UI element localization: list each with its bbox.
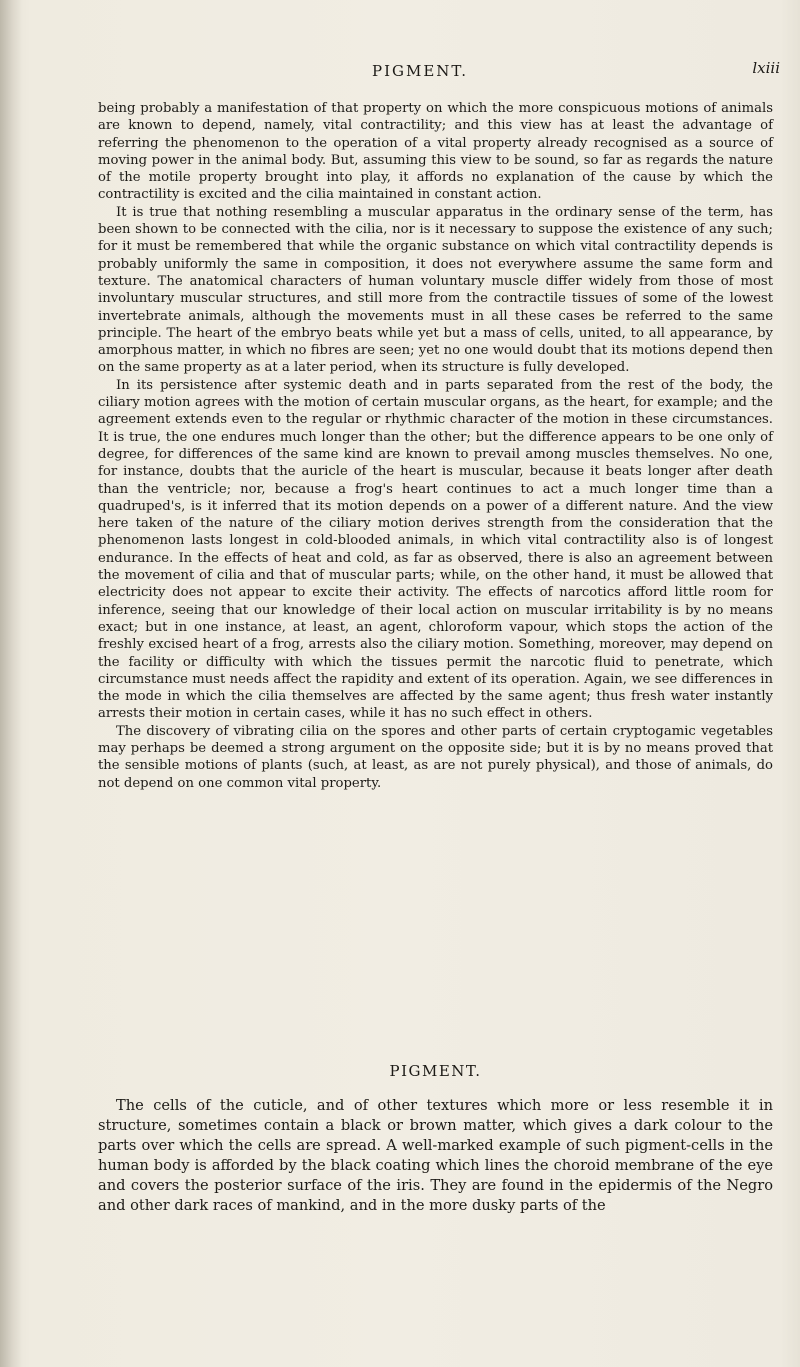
paragraph: The cells of the cuticle, and of other textures which more or less resemble it in structure, sometimes contain a black or brown matter, which gives a dark colour to the parts over which the cells are spread. A well-marked example of such pigment-cells in the human body is afforded by the black coating which lines the choroid membrane of the eye and covers the posterior surface of the iris. They are found in the epidermis of the Negro and other dark races of mankind, and in the more dusky parts of the bbox=[98, 1097, 773, 1214]
paragraph: being probably a manifestation of that property on which the more conspicuous motions of animals are known to depend, namely, vital contractility; and this view has at least the advantage of referring the phenomenon to the operation of a vital property already recognised as a source of moving power in the animal body. But, assuming this view to be sound, so far as regards the nature of the motile property brought into play, it affords no explanation of the cause by which the contractility is excited and the cilia maintained in constant action. bbox=[98, 101, 773, 203]
page-number: lxiii bbox=[752, 59, 780, 77]
running-title: PIGMENT. bbox=[371, 62, 468, 80]
body-text bbox=[98, 100, 773, 792]
section-heading: PIGMENT. bbox=[389, 1062, 482, 1080]
paragraph: It is true that nothing resembling a muscular apparatus in the ordinary sense of the term, has been shown to be connected with the cilia, nor is it necessary to suppose the existence of any such; for it must be remembered that while the organic substance on which vital contractility depends is probably uniformly the same in composition, it does not everywhere assume the same form and texture. The anatomical characters of human voluntary muscle differ widely from those of most involuntary muscular structures, and still more from the contractile tissues of some of the lowest invertebrate animals, although the movements must in all these cases be referred to the same principle. The heart of the embryo beats while yet but a mass of cells, united, to all appearance, by amorphous matter, in which no fibres are seen; yet no one would doubt that its motions depend then on the same property as at a later period, when its structure is fully developed. bbox=[98, 204, 773, 376]
paragraph: In its persistence after systemic death and in parts separated from the rest of the body, the ciliary motion agrees with the motion of certain muscular organs, as the heart, for example; and the agreement extends even to the regular or rhythmic character of the motion in these circumstances. It is true, the one endures much longer than the other; but the difference appears to be one only of degree, for differences of the same kind are known to prevail among muscles themselves. No one, for instance, doubts that the auricle of the heart is muscular, because it beats longer after death than the ventricle; nor, because a frog's heart continues to act a much longer time than a quadruped's, is it inferred that its motion depends on a power of a different nature. And the view here taken of the nature of the ciliary motion derives strength from the consideration that the phenomenon lasts longest in cold-blooded animals, in which vital contractility also is of longest endurance. In the effects of heat and cold, as far as observed, there is also an agreement between the movement of cilia and that of muscular parts; while, on the other hand, it must be allowed that electricity does not appear to excite their activity. The effects of narcotics afford little room for inference, seeing that our knowledge of their local action on muscular irritability is by no means exact; but in one instance, at least, an agent, chloroform vapour, which stops the action of the freshly excised heart of a frog, arrests also the ciliary motion. Something, moreover, may depend on the facility or difficulty with which the tissues permit the narcotic fluid to penetrate, which circumstance must needs affect the rapidity and extent of its operation. Again, we see differences in the mode in which the cilia themselves are affected by the same agent; thus fresh water instantly arrests their motion in certain cases, while it has no such effect in others. bbox=[98, 377, 773, 722]
section-text bbox=[98, 1096, 773, 1216]
paragraph: The discovery of vibrating cilia on the spores and other parts of certain cryptogamic vegetables may perhaps be deemed a strong argument on the opposite side; but it is by no means proved that the sensible motions of plants (such, at least, as are not purely physical), and those of animals, do not depend on one common vital property. bbox=[98, 723, 773, 791]
page-binding-shadow bbox=[0, 0, 22, 1367]
running-head bbox=[60, 48, 780, 80]
